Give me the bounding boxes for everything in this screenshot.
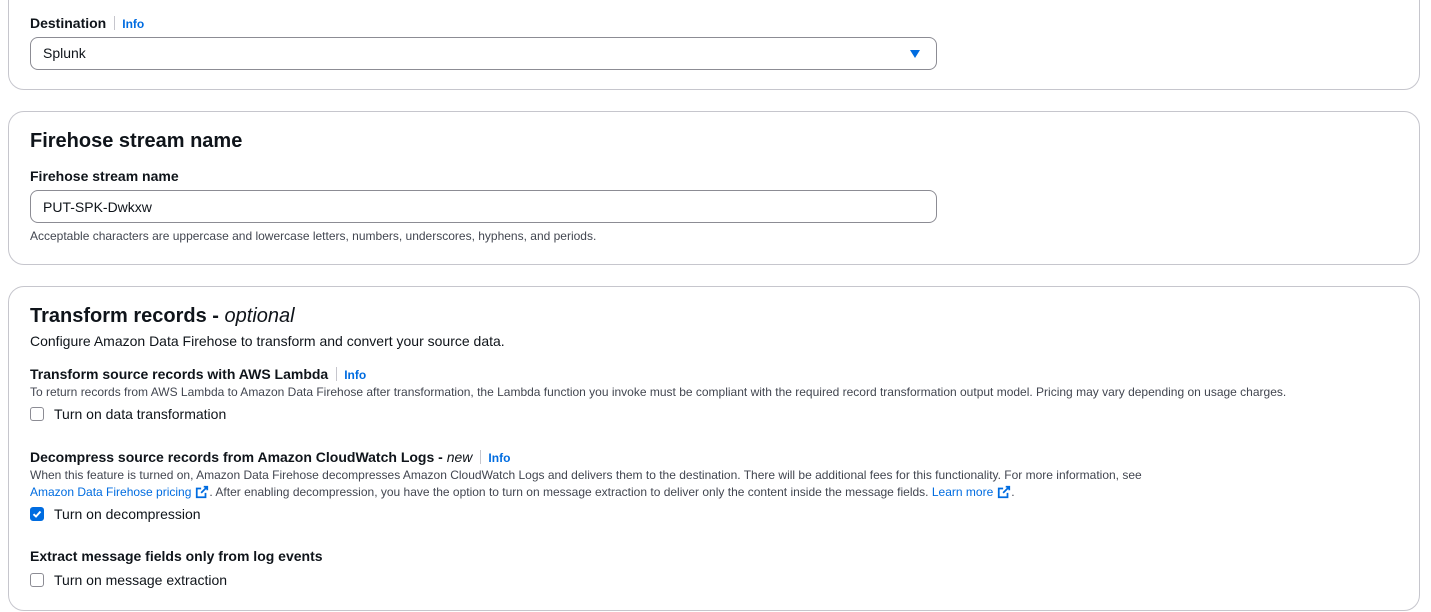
learn-more-text: Learn more <box>931 485 994 499</box>
destination-label: Destination <box>30 15 107 31</box>
transform-title-text: Transform records - <box>30 305 225 327</box>
decompress-info-link[interactable]: Info <box>488 451 511 465</box>
destination-panel <box>8 0 1420 90</box>
lambda-description: To return records from AWS Lambda to Amazon Data Firehose after transformation, the Lambda function you invoke must be compliant with the required record transformation output model. Pricing may vary depending on usage charges. <box>30 385 1287 399</box>
decompress-label-row <box>30 448 510 467</box>
data-transformation-checkbox[interactable] <box>30 406 226 422</box>
destination-info-link[interactable]: Info <box>122 17 145 31</box>
decompress-description-line1: When this feature is turned on, Amazon Data Firehose decompresses Amazon CloudWatch Logs and delivers them to the destination. There will be additional fees for this functionality. For more information, see <box>30 468 1142 482</box>
info-divider <box>114 16 115 30</box>
decompression-checkbox[interactable] <box>30 506 201 522</box>
destination-selected-value: Splunk <box>43 45 86 61</box>
stream-name-field-label: Firehose stream name <box>30 168 179 184</box>
message-extraction-checkbox[interactable] <box>30 572 227 588</box>
stream-name-constraint: Acceptable characters are uppercase and lowercase letters, numbers, underscores, hyphens, and periods. <box>30 229 597 243</box>
lambda-label-row <box>30 365 366 384</box>
decompress-description-end: . <box>1011 485 1015 499</box>
decompress-label: Decompress source records from Amazon CloudWatch Logs - <box>30 449 447 465</box>
checkbox-unchecked-icon[interactable] <box>30 573 44 587</box>
data-transformation-label: Turn on data transformation <box>54 406 227 422</box>
lambda-label: Transform source records with AWS Lambda <box>30 366 329 382</box>
decompress-description-line2 <box>30 483 1015 501</box>
decompress-description-mid: . After enabling decompression, you have the option to turn on message extraction to deliver only the content inside the message fields. <box>209 485 929 499</box>
message-extraction-label: Turn on message extraction <box>54 572 228 588</box>
firehose-pricing-link-text: Amazon Data Firehose pricing <box>30 485 192 499</box>
info-divider <box>336 367 337 381</box>
checkbox-checked-icon[interactable] <box>30 507 44 521</box>
external-link-icon <box>997 485 1011 499</box>
destination-select[interactable] <box>30 37 937 70</box>
transform-panel <box>8 286 1420 611</box>
external-link-icon <box>195 485 209 499</box>
stream-name-input[interactable] <box>30 190 937 223</box>
optional-tag: optional <box>224 305 295 327</box>
checkmark-icon <box>32 509 42 519</box>
caret-down-icon <box>910 50 920 58</box>
learn-more-link[interactable] <box>932 485 1011 499</box>
stream-name-panel <box>8 111 1420 265</box>
stream-name-section-title: Firehose stream name <box>30 130 243 152</box>
firehose-pricing-link[interactable] <box>30 485 209 499</box>
transform-description: Configure Amazon Data Firehose to transform and convert your source data. <box>30 333 505 349</box>
destination-label-row <box>30 14 144 33</box>
decompression-label: Turn on decompression <box>54 506 201 522</box>
transform-section-title <box>30 304 295 328</box>
new-tag: new <box>446 449 473 465</box>
checkbox-unchecked-icon[interactable] <box>30 407 44 421</box>
info-divider <box>480 450 481 464</box>
extract-label: Extract message fields only from log events <box>30 548 323 564</box>
lambda-info-link[interactable]: Info <box>344 368 367 382</box>
